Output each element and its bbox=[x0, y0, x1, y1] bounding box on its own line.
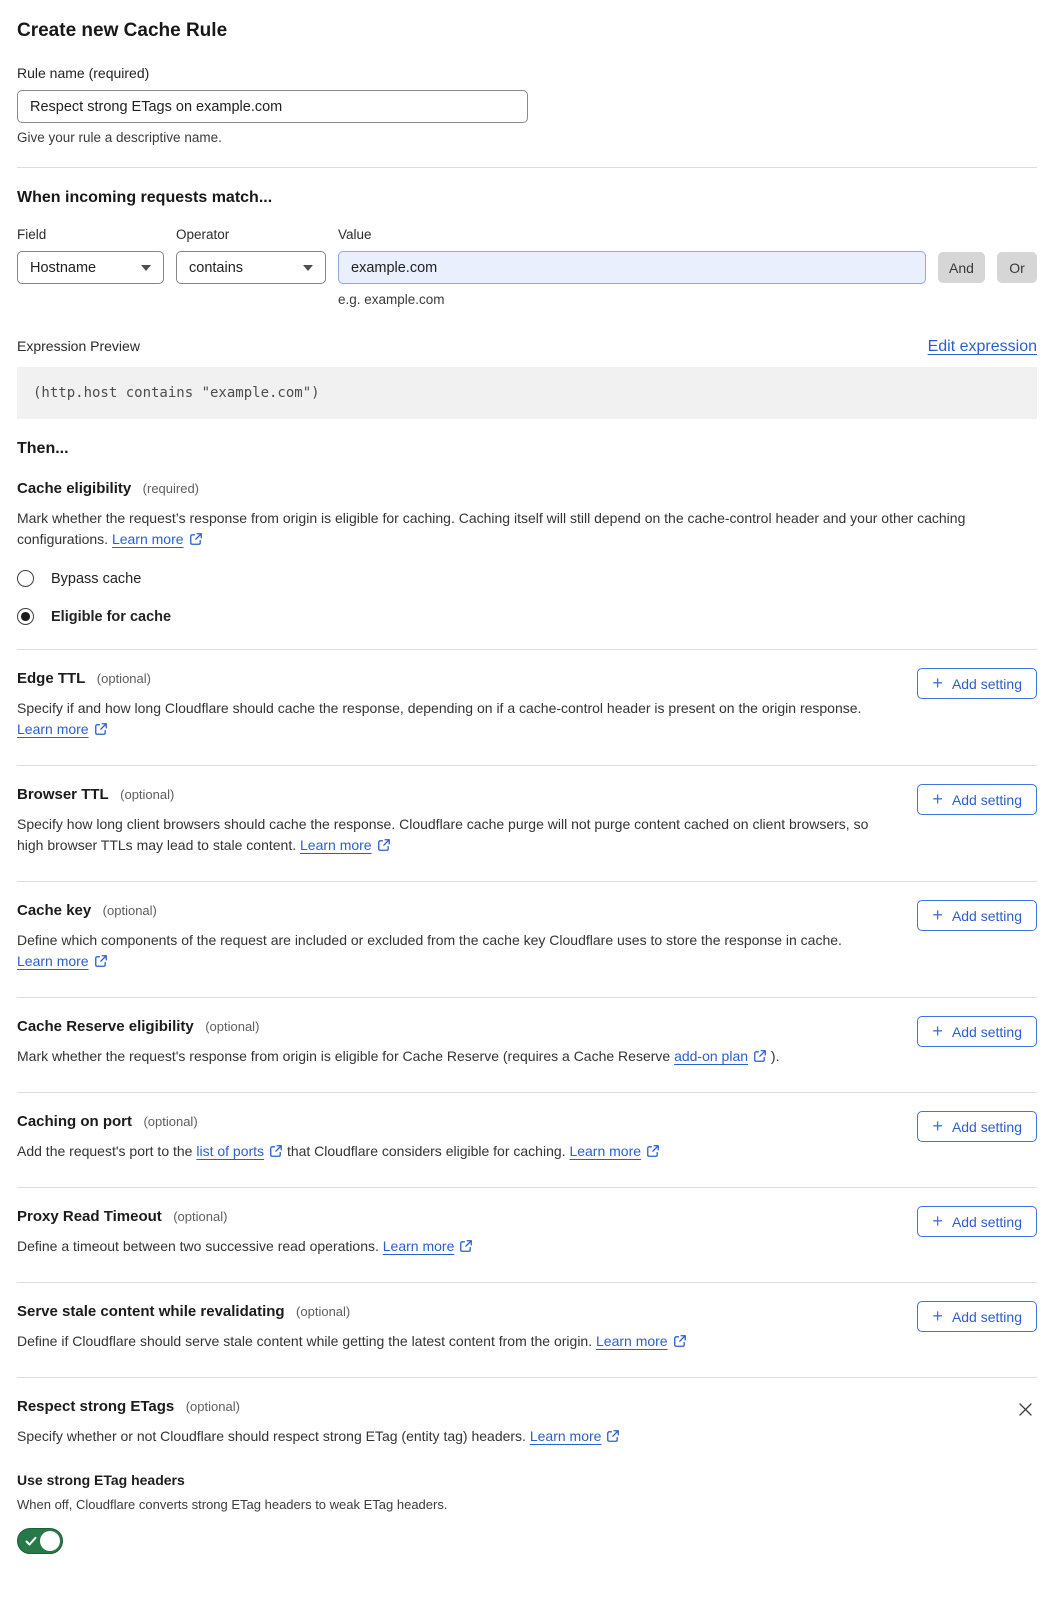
field-label: Field bbox=[17, 227, 47, 242]
toggle-knob bbox=[40, 1531, 60, 1551]
or-button[interactable]: Or bbox=[997, 252, 1037, 283]
plus-icon: + bbox=[932, 1305, 943, 1326]
external-link-icon bbox=[459, 1239, 473, 1253]
plus-icon: + bbox=[932, 672, 943, 693]
section-description: Define a timeout between two successive read operations. Learn more bbox=[17, 1236, 872, 1257]
add-setting-button[interactable]: + Add setting bbox=[917, 1206, 1037, 1237]
external-link-icon bbox=[377, 838, 391, 852]
section-cache-eligibility bbox=[17, 458, 1037, 650]
check-icon bbox=[25, 1536, 37, 1547]
list-of-ports-link[interactable]: list of ports bbox=[196, 1143, 283, 1159]
radio-selected-icon bbox=[17, 608, 34, 625]
section-cache-key bbox=[17, 882, 1037, 998]
section-description: Mark whether the request's response from origin is eligible for Cache Reserve (requires a Cache Reserve add-on plan ). bbox=[17, 1048, 780, 1064]
rule-name-label: Rule name (required) bbox=[17, 65, 150, 81]
radio-eligible-for-cache[interactable] bbox=[17, 608, 1037, 625]
optional-badge: (optional) bbox=[173, 1209, 228, 1224]
external-link-icon bbox=[606, 1429, 620, 1443]
section-description: Mark whether the request’s response from origin is eligible for caching. Caching itself will still depend on the cache-control header and your other caching configurations. Learn more bbox=[17, 510, 966, 547]
external-link-icon bbox=[753, 1049, 767, 1063]
radio-label: Eligible for cache bbox=[51, 608, 172, 625]
section-respect-strong-etags bbox=[17, 1378, 1037, 1579]
rule-name-input[interactable] bbox=[17, 90, 528, 123]
section-title: Respect strong ETags bbox=[17, 1398, 175, 1415]
external-link-icon bbox=[673, 1334, 687, 1348]
section-title: Browser TTL bbox=[17, 786, 109, 803]
learn-more-link[interactable]: Learn more bbox=[569, 1143, 660, 1159]
radio-label: Bypass cache bbox=[51, 570, 142, 587]
optional-badge: (optional) bbox=[143, 1114, 198, 1129]
external-link-icon bbox=[646, 1144, 660, 1158]
value-helper: e.g. example.com bbox=[338, 292, 445, 307]
expression-code: (http.host contains "example.com") bbox=[17, 367, 1037, 419]
rule-name-helper: Give your rule a descriptive name. bbox=[17, 130, 222, 145]
required-badge: (required) bbox=[142, 481, 200, 496]
section-cache-reserve-eligibility bbox=[17, 998, 1037, 1093]
section-description: Specify if and how long Cloudflare should cache the response, depending on if a cache-control header is present on the origin response. Learn more bbox=[17, 700, 862, 737]
optional-badge: (optional) bbox=[96, 671, 151, 686]
optional-badge: (optional) bbox=[205, 1019, 260, 1034]
operator-select[interactable] bbox=[176, 251, 326, 284]
section-description: Define if Cloudflare should serve stale content while getting the latest content from the origin. Learn more bbox=[17, 1331, 872, 1352]
optional-badge: (optional) bbox=[185, 1399, 240, 1414]
strong-etag-toggle[interactable] bbox=[17, 1528, 63, 1554]
section-serve-stale bbox=[17, 1283, 1037, 1378]
radio-bypass-cache[interactable] bbox=[17, 570, 1037, 587]
plus-icon: + bbox=[932, 1115, 943, 1136]
external-link-icon bbox=[94, 722, 108, 736]
section-title: Caching on port bbox=[17, 1113, 132, 1130]
radio-icon bbox=[17, 570, 34, 587]
add-setting-button[interactable]: + Add setting bbox=[917, 1111, 1037, 1142]
field-select-value: Hostname bbox=[30, 259, 97, 276]
add-setting-button[interactable]: + Add setting bbox=[917, 1301, 1037, 1332]
plus-icon: + bbox=[932, 1020, 943, 1041]
operator-select-value: contains bbox=[189, 259, 244, 276]
match-builder bbox=[17, 227, 1037, 307]
section-proxy-read-timeout bbox=[17, 1188, 1037, 1283]
use-strong-etag-headers-label: Use strong ETag headers bbox=[17, 1472, 185, 1488]
divider bbox=[17, 167, 1037, 168]
value-input[interactable] bbox=[338, 251, 926, 284]
chevron-down-icon bbox=[303, 265, 313, 271]
learn-more-link[interactable]: Learn more bbox=[596, 1333, 687, 1349]
section-title: Cache key bbox=[17, 902, 92, 919]
plus-icon: + bbox=[932, 788, 943, 809]
optional-badge: (optional) bbox=[102, 903, 157, 918]
learn-more-link[interactable]: Learn more bbox=[112, 531, 203, 547]
plus-icon: + bbox=[932, 1210, 943, 1231]
optional-badge: (optional) bbox=[120, 787, 175, 802]
section-description: Specify how long client browsers should cache the response. Cloudflare cache purge will not purge content cached on client browsers, so high browser TTLs may lead to stale content. Learn more bbox=[17, 816, 869, 853]
field-select[interactable] bbox=[17, 251, 164, 284]
section-title: Edge TTL bbox=[17, 670, 86, 687]
learn-more-link[interactable]: Learn more bbox=[530, 1428, 621, 1444]
edit-expression-link[interactable]: Edit expression bbox=[927, 338, 1037, 355]
optional-badge: (optional) bbox=[296, 1304, 351, 1319]
section-description: Add the request's port to the list of ports that Cloudflare considers eligible for caching. Learn more bbox=[17, 1141, 872, 1162]
section-title: Proxy Read Timeout bbox=[17, 1208, 162, 1225]
close-icon[interactable] bbox=[1016, 1400, 1035, 1419]
chevron-down-icon bbox=[141, 265, 151, 271]
and-button[interactable]: And bbox=[938, 252, 985, 283]
then-heading: Then... bbox=[17, 440, 69, 457]
add-setting-button[interactable]: + Add setting bbox=[917, 784, 1037, 815]
value-label: Value bbox=[338, 227, 372, 242]
plus-icon: + bbox=[932, 904, 943, 925]
operator-label: Operator bbox=[176, 227, 230, 242]
expression-preview-row bbox=[17, 338, 1037, 356]
add-setting-button[interactable]: + Add setting bbox=[917, 900, 1037, 931]
section-title: Serve stale content while revalidating bbox=[17, 1303, 285, 1320]
external-link-icon bbox=[94, 954, 108, 968]
match-heading: When incoming requests match... bbox=[17, 189, 273, 206]
external-link-icon bbox=[269, 1144, 283, 1158]
learn-more-link[interactable]: Learn more bbox=[17, 721, 108, 737]
add-setting-button[interactable]: + Add setting bbox=[917, 1016, 1037, 1047]
page-title: Create new Cache Rule bbox=[17, 20, 228, 41]
section-caching-on-port bbox=[17, 1093, 1037, 1188]
learn-more-link[interactable]: Learn more bbox=[300, 837, 391, 853]
section-title: Cache Reserve eligibility bbox=[17, 1018, 194, 1035]
expression-preview-label: Expression Preview bbox=[17, 338, 140, 354]
section-edge-ttl bbox=[17, 650, 1037, 766]
section-description: Define which components of the request are included or excluded from the cache key Cloudflare uses to store the response in cache. Learn more bbox=[17, 932, 842, 969]
section-description: Specify whether or not Cloudflare should respect strong ETag (entity tag) headers. Learn more bbox=[17, 1426, 1027, 1447]
external-link-icon bbox=[189, 532, 203, 546]
etag-note: When off, Cloudflare converts strong ETag headers to weak ETag headers. bbox=[17, 1497, 448, 1512]
section-browser-ttl bbox=[17, 766, 1037, 882]
add-on-plan-link[interactable]: add-on plan bbox=[674, 1048, 767, 1064]
section-title: Cache eligibility bbox=[17, 480, 132, 497]
learn-more-link[interactable]: Learn more bbox=[17, 953, 108, 969]
learn-more-link[interactable]: Learn more bbox=[383, 1238, 474, 1254]
add-setting-button[interactable]: + Add setting bbox=[917, 668, 1037, 699]
